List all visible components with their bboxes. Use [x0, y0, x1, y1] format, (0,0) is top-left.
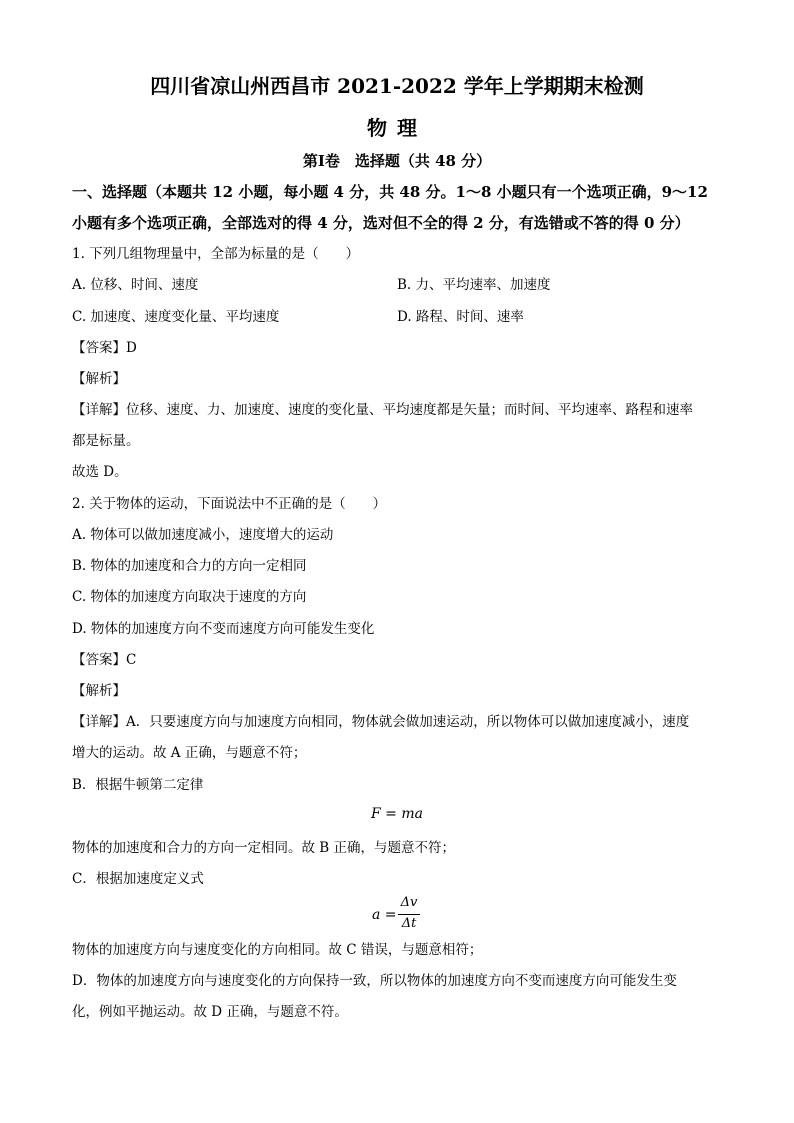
question-1-option-a: A. 位移、时间、速度 [72, 277, 199, 293]
instructions-line-2: 小题有多个选项正确，全部选对的得 4 分，选对但不全的得 2 分，有选错或不答的得 0 分） [72, 214, 690, 232]
question-2-detail-c-line-2: 物体的加速度方向与速度变化的方向相同。故 C 错误，与题意相符； [72, 942, 483, 958]
formula-newton-second-law: F = ma [371, 806, 423, 822]
question-1-option-c: C. 加速度、速度变化量、平均速度 [72, 309, 280, 325]
question-1-conclusion: 故选 D。 [72, 464, 128, 480]
question-2-stem: 2. 关于物体的运动，下面说法中不正确的是（ ） [72, 496, 387, 512]
document-title: 四川省凉山州西昌市 2021-2022 学年上学期期末检测 [150, 74, 644, 98]
question-2-detail-c-line-1: C．根据加速度定义式 [72, 871, 204, 887]
question-2-option-d: D. 物体的加速度方向不变而速度方向可能发生变化 [72, 621, 375, 637]
question-1-analysis-label: 【解析】 [72, 371, 126, 387]
question-2-answer: 【答案】C [72, 652, 137, 668]
question-2-detail-b-line-1: B．根据牛顿第二定律 [72, 777, 204, 793]
instructions-line-1: 一、选择题（本题共 12 小题，每小题 4 分，共 48 分。1～8 小题只有一个选项正确，9～12 [72, 183, 708, 201]
formula-acceleration-denominator: Δt [401, 916, 417, 931]
question-1-option-b: B. 力、平均速率、加速度 [397, 277, 551, 293]
question-2-detail-b-line-2: 物体的加速度和合力的方向一定相同。故 B 正确，与题意不符； [72, 840, 456, 856]
question-1-answer: 【答案】D [72, 340, 137, 356]
subject-heading: 物理 [367, 116, 427, 140]
question-2-analysis-label: 【解析】 [72, 683, 126, 699]
question-2-option-c: C. 物体的加速度方向取决于速度的方向 [72, 589, 307, 605]
question-1-option-d: D. 路程、时间、速率 [397, 309, 524, 325]
question-2-detail-a-line-2: 增大的运动。故 A 正确，与题意不符； [72, 745, 307, 761]
question-2-detail-d-line-1: D．物体的加速度方向与速度变化的方向保持一致，所以物体的加速度方向不变而速度方向可能发生变 [72, 973, 677, 989]
question-2-option-a: A. 物体可以做加速度减小，速度增大的运动 [72, 527, 334, 543]
formula-acceleration-numerator: Δv [400, 895, 418, 910]
question-1-stem: 1. 下列几组物理量中，全部为标量的是（ ） [72, 246, 360, 262]
question-1-detail-line-1: 【详解】位移、速度、力、加速度、速度的变化量、平均速度都是矢量；而时间、平均速率、路程和速率 [72, 402, 693, 418]
formula-acceleration-definition [372, 895, 432, 935]
question-1-detail-line-2: 都是标量。 [72, 433, 140, 449]
section-heading: 第Ⅰ卷 选择题（共 48 分） [302, 152, 492, 170]
question-2-detail-d-line-2: 化，例如平抛运动。故 D 正确，与题意不符。 [72, 1004, 348, 1020]
question-2-option-b: B. 物体的加速度和合力的方向一定相同 [72, 558, 307, 574]
fraction-bar [398, 914, 420, 915]
formula-acceleration-lhs: a = [372, 907, 397, 923]
question-2-detail-a-line-1: 【详解】A．只要速度方向与加速度方向相同，物体就会做加速运动，所以物体可以做加速度减小，速度 [72, 714, 690, 730]
